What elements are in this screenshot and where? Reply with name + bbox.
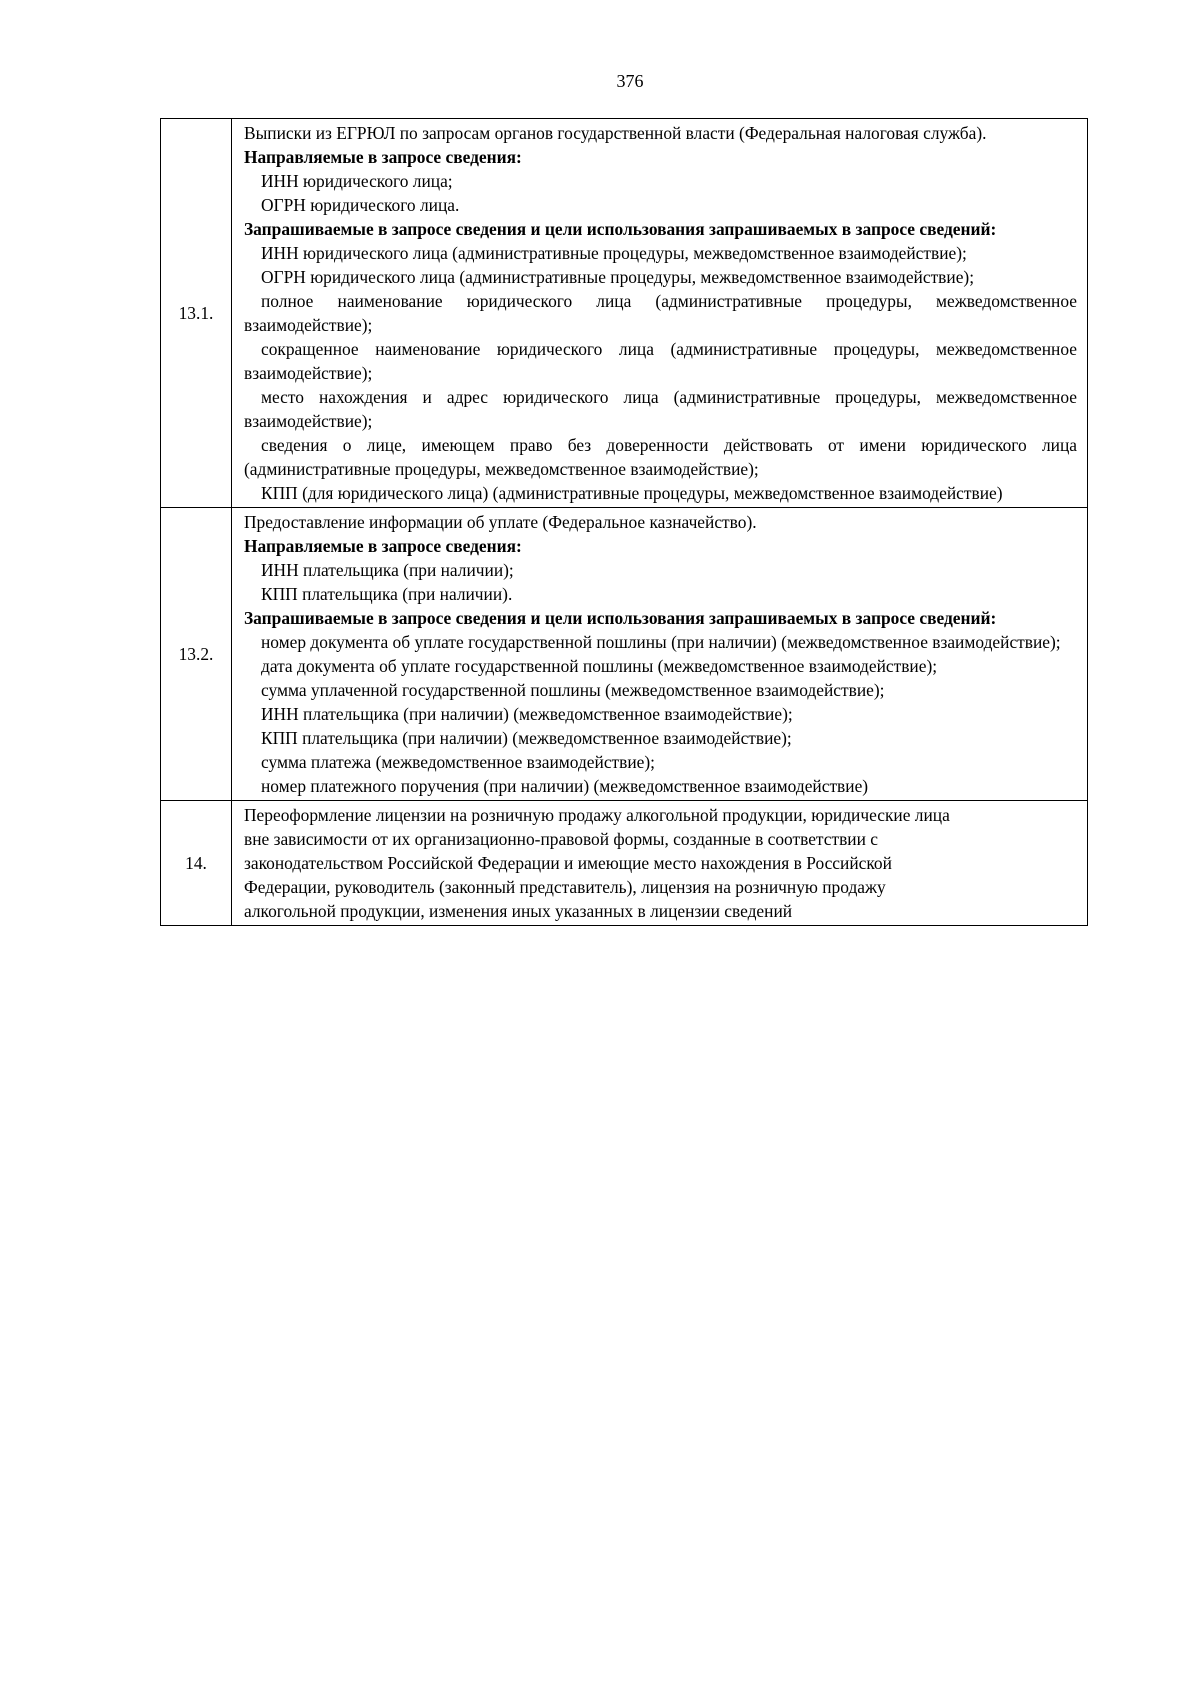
table-row-14 <box>161 801 1088 926</box>
sent-item: КПП плательщика (при наличии). <box>261 584 513 604</box>
requested-item: номер платежного поручения (при наличии) (межведомственное взаимодействие) <box>261 776 869 796</box>
requested-item: сумма платежа (межведомственное взаимодействие); <box>261 752 656 772</box>
requested-item: сведения о лице, имеющем право без доверенности действовать от имени юридического лица (административные процедуры, межведомственное взаимодействие); <box>244 435 1077 479</box>
sent-header: Направляемые в запросе сведения: <box>244 147 522 167</box>
requested-item: сокращенное наименование юридического лица (административные процедуры, межведомственное взаимодействие); <box>244 339 1077 383</box>
requested-header: Запрашиваемые в запросе сведения и цели использования запрашиваемых в запросе сведений: <box>244 608 997 628</box>
row-number: 13.1. <box>161 119 232 508</box>
sent-item: ИНН юридического лица; <box>261 171 453 191</box>
row-title: Предоставление информации об уплате (Федеральное казначейство). <box>244 512 757 532</box>
row-text-line: Переоформление лицензии на розничную продажу алкогольной продукции, юридические лица <box>244 805 950 825</box>
row-text-line: алкогольной продукции, изменения иных указанных в лицензии сведений <box>244 901 793 921</box>
row-text-line: законодательством Российской Федерации и имеющие место нахождения в Российской <box>244 853 892 873</box>
requested-item: номер документа об уплате государственной пошлины (при наличии) (межведомственное взаимодействие); <box>261 632 1061 652</box>
row-text-line: Федерации, руководитель (законный представитель), лицензия на розничную продажу <box>244 877 886 897</box>
requested-header: Запрашиваемые в запросе сведения и цели использования запрашиваемых в запросе сведений: <box>244 219 997 239</box>
requested-item: полное наименование юридического лица (административные процедуры, межведомственное взаимодействие); <box>244 291 1077 335</box>
row-number: 14. <box>161 801 232 926</box>
row-number: 13.2. <box>161 508 232 801</box>
services-table <box>160 118 1088 926</box>
table-row-13-1 <box>161 119 1088 508</box>
page-number: 376 <box>616 71 644 91</box>
sent-header: Направляемые в запросе сведения: <box>244 536 522 556</box>
row-title: Выписки из ЕГРЮЛ по запросам органов государственной власти (Федеральная налоговая служба). <box>244 123 987 143</box>
requested-item: КПП плательщика (при наличии) (межведомственное взаимодействие); <box>261 728 792 748</box>
requested-item: место нахождения и адрес юридического лица (административные процедуры, межведомственное взаимодействие); <box>244 387 1077 431</box>
requested-item: ИНН юридического лица (административные процедуры, межведомственное взаимодействие); <box>261 243 967 263</box>
table-row-13-2 <box>161 508 1088 801</box>
requested-item: сумма уплаченной государственной пошлины (межведомственное взаимодействие); <box>261 680 885 700</box>
sent-item: ОГРН юридического лица. <box>261 195 460 215</box>
row-content <box>232 508 1088 801</box>
requested-item: ОГРН юридического лица (административные процедуры, межведомственное взаимодействие); <box>261 267 975 287</box>
requested-item: ИНН плательщика (при наличии) (межведомственное взаимодействие); <box>261 704 793 724</box>
row-text-line: вне зависимости от их организационно-правовой формы, созданные в соответствии с <box>244 829 878 849</box>
requested-item: КПП (для юридического лица) (административные процедуры, межведомственное взаимодействие) <box>261 483 1003 503</box>
row-content <box>232 801 1088 926</box>
requested-item: дата документа об уплате государственной пошлины (межведомственное взаимодействие); <box>261 656 938 676</box>
sent-item: ИНН плательщика (при наличии); <box>261 560 514 580</box>
row-content <box>232 119 1088 508</box>
